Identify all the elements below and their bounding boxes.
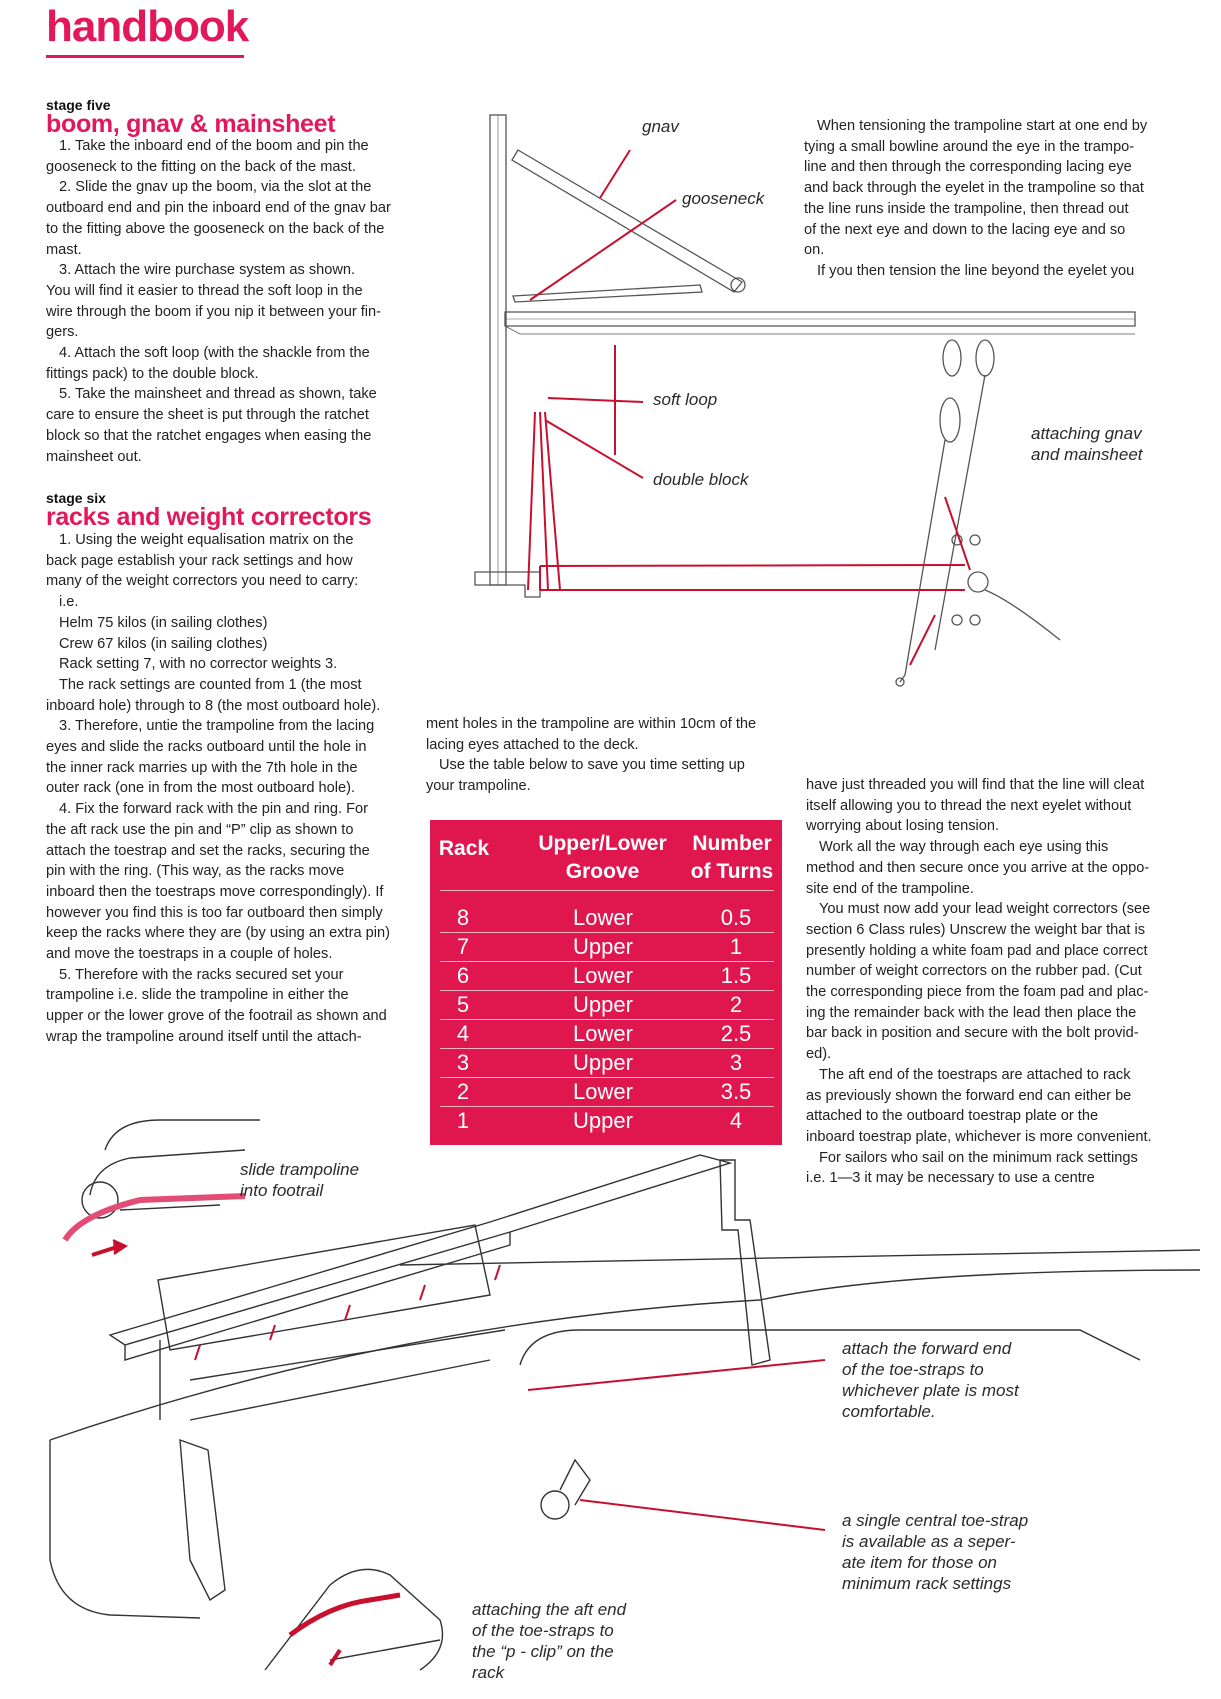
cell-groove: Upper [573,934,633,959]
rack-top [110,1155,730,1345]
boom-drawing [505,312,1135,326]
hull-deck [50,1270,1200,1440]
caption-line: whichever plate is most [842,1381,1019,1400]
hull-curve [50,1440,200,1618]
mainsheet-tail [900,675,905,682]
trampoline-panel [158,1225,490,1350]
text-line: to the fitting above the gooseneck on the back of the [46,220,385,237]
aft-pin-red [330,1650,340,1665]
table-header-rack: Rack [438,837,490,860]
cell-groove: Upper [573,1050,633,1075]
cell-groove: Lower [573,1079,633,1104]
text-line: of the next eye and down to the lacing eye and so [804,221,1126,238]
table-row [430,1106,782,1135]
gnav-purchase [513,285,702,302]
text-line: keep the racks where they are (by using an extra pin) [46,925,390,942]
caption-slide-trampoline [240,1159,359,1201]
label-gnav: gnav [642,117,679,136]
text-line: 3. Attach the wire purchase system as shown. [59,262,356,279]
caption-line: a single central toe-strap [842,1511,1029,1530]
text-line: upper or the lower grove of the footrail as shown and [46,1008,387,1025]
aft-toestrap-red [290,1595,400,1635]
cell-rack: 8 [456,905,470,930]
table-row [430,1077,782,1106]
text-line: You must now add your lead weight correctors (see [819,901,1151,918]
text-line: mainsheet out. [46,448,142,465]
footrail-curve [105,1120,260,1150]
text-line: pin with the ring. (This way, as the racks move [46,863,345,880]
text-line: Rack setting 7, with no corrector weights 3. [59,656,338,673]
mainsheet-line [905,440,945,675]
caption-line: of the toe-straps to [842,1360,984,1379]
text-line: trampoline i.e. slide the trampoline in either the [46,987,349,1004]
text-line: outboard end and pin the inboard end of the gnav bar [46,200,391,217]
table-row [430,903,782,932]
text-line: ed). [806,1046,832,1063]
text-line: back page establish your rack settings and how [46,552,353,569]
cell-groove: Upper [573,992,633,1017]
forward-end-leader-line [528,1360,825,1390]
caption-line: attaching the aft end [472,1600,627,1619]
cell-turns: 3 [729,1050,743,1075]
right-top-text [804,116,1147,282]
cell-turns: 3.5 [720,1079,752,1104]
caption-line: rack [472,1663,505,1682]
screw-pin [495,1265,500,1280]
cell-turns: 0.5 [720,905,752,930]
cell-turns: 2.5 [720,1021,752,1046]
table-row [430,1048,782,1077]
cell-rack: 3 [456,1050,470,1075]
text-line: and move the toestraps in a couple of holes. [46,946,333,963]
sheet-tail [985,590,1060,640]
text-line: care to ensure the sheet is put through the ratchet [46,407,369,424]
text-line: the line runs inside the trampoline, then thread out [804,200,1129,217]
text-line: For sailors who sail on the minimum rack settings [819,1149,1138,1166]
cell-turns: 4 [729,1108,743,1133]
caption-forward-end [842,1338,1019,1422]
cell-groove: Upper [573,1108,633,1133]
caption-line: comfortable. [842,1402,936,1421]
table-header-turns-line2: of Turns [690,860,774,883]
text-line: 5. Therefore with the racks secured set your [59,966,344,983]
screw-pin [345,1305,350,1320]
caption-line: attaching gnav [1031,424,1142,443]
text-line: Crew 67 kilos (in sailing clothes) [59,635,268,652]
stage-six-text [46,530,390,1048]
rack-side [125,1232,510,1360]
cell-rack: 1 [456,1108,470,1133]
deck-bracket [475,572,540,597]
text-line: i.e. [59,594,79,611]
gnav-drawing [512,150,742,292]
table-row [430,932,782,961]
aft-toestrap-line [330,1640,440,1660]
red-wire-purchase [528,412,560,590]
text-line: and back through the eyelet in the trampoline so that [804,180,1144,197]
slide-arrow [92,1246,120,1255]
cell-rack: 4 [456,1021,470,1046]
text-line: wire through the boom if you nip it between your fin- [46,303,382,320]
text-line: on. [804,242,825,259]
text-line: block so that the ratchet engages when easing the [46,427,372,444]
table-row [430,961,782,990]
text-line: presently holding a white foam pad and place correct [806,942,1148,959]
text-line: tying a small bowline around the eye in the trampo- [804,138,1135,155]
text-line: inboard toestrap plate, whichever is more convenient. [806,1128,1152,1145]
middle-text [426,714,756,797]
text-line: You will find it easier to thread the soft loop in the [46,282,363,299]
text-line: section 6 Class rules) Unscrew the weight bar that is [806,921,1146,938]
text-line: the inner rack marries up with the 7th hole in the [46,759,358,776]
screw-pin [270,1325,275,1340]
cell-turns: 1 [729,934,743,959]
cell-turns: 2 [729,992,743,1017]
text-line: itself allowing you to thread the next eyelet without [806,797,1132,814]
footrail-curve [90,1150,245,1195]
text-line: If you then tension the line beyond the eyelet you [817,262,1135,279]
text-line: 1. Take the inboard end of the boom and pin the [59,138,369,154]
mainsheet-block-lower [940,398,960,442]
page-title: handbook [46,2,249,51]
cleat-fitting [970,535,980,545]
cleat-fitting [952,535,962,545]
text-line: line and then through the corresponding lacing eye [804,159,1132,176]
text-line: Helm 75 kilos (in sailing clothes) [59,614,268,631]
text-line: fittings pack) to the double block. [46,365,259,382]
text-line: however you find this is too far outboard then simply [46,904,383,921]
red-wire [540,565,965,566]
caption-line: attach the forward end [842,1339,1012,1358]
stage-five-label: stage five [46,97,111,113]
soft-loop-leader-line [548,398,643,402]
screw-pin [420,1285,425,1300]
caption-line: is available as a seper- [842,1532,1016,1551]
text-line: attached to the outboard toestrap plate or the [806,1108,1099,1125]
table-header-groove-line1: Upper/Lower [538,832,667,855]
slide-arrow-head [113,1240,126,1254]
cleat-fitting [970,615,980,625]
stage-six-label: stage six [46,490,106,506]
text-line: the corresponding piece from the foam pad and plac- [806,984,1149,1001]
text-line: 1. Using the weight equalisation matrix on the [59,532,354,548]
hull-edge [400,1250,1200,1265]
text-line: wrap the trampoline around itself until the attach- [46,1028,362,1045]
p-clip-fitting [541,1491,569,1519]
caption-line: of the toe-straps to [472,1621,614,1640]
toestrap-line [190,1330,505,1380]
stage-six-heading: racks and weight correctors [46,503,372,531]
stage-five-heading: boom, gnav & mainsheet [46,110,336,138]
p-clip [560,1460,590,1505]
text-line: Work all the way through each eye using this [819,839,1109,856]
table-divider [440,890,774,891]
caption-line: ate item for those on [842,1553,997,1572]
text-line: eyes and slide the racks outboard until the hole in [46,739,367,756]
cell-rack: 6 [456,963,470,988]
rack-settings-table [430,820,782,1145]
label-soft-loop: soft loop [653,390,718,409]
text-line: your trampoline. [426,778,531,795]
mainsheet-line [935,375,985,650]
label-double-block: double block [653,470,749,489]
cell-turns: 1.5 [720,963,752,988]
text-line: 4. Attach the soft loop (with the shackle from the [59,345,370,362]
stage-five-text [46,136,391,467]
mainsheet-block-top-2 [976,340,994,376]
caption-attaching-gnav [1031,423,1143,465]
text-line: attach the toestrap and set the racks, securing the [46,842,370,859]
red-leader-lines [65,1196,825,1665]
central-strap-leader-line [580,1500,825,1530]
cell-rack: 7 [456,934,470,959]
text-line: method and then secure once you arrive at the oppo- [806,859,1150,876]
text-line: outer rack (one in from the most outboard hole). [46,780,356,797]
caption-line: slide trampoline [240,1160,360,1179]
text-line: 5. Take the mainsheet and thread as shown, take [59,386,377,403]
text-line: 3. Therefore, untie the trampoline from the lacing [59,718,375,735]
footrail-line [120,1205,220,1210]
caption-line: into footrail [240,1181,324,1200]
rack-leg [180,1440,225,1600]
screw-pin [195,1345,200,1360]
text-line: 4. Fix the forward rack with the pin and ring. For [59,801,369,818]
text-line: many of the weight correctors you need to carry: [46,573,359,590]
text-line: Use the table below to save you time setting up [439,757,745,774]
cell-groove: Lower [573,905,633,930]
text-line: i.e. 1—3 it may be necessary to use a centre [806,1170,1095,1187]
cell-rack: 5 [456,992,470,1017]
caption-aft-end [472,1599,626,1683]
table-header-turns-line1: Number [692,832,772,855]
text-line: worrying about losing tension. [806,818,1000,835]
cleat-fitting [952,615,962,625]
text-line: gooseneck to the fitting on the back of the mast. [46,158,356,175]
text-line: have just threaded you will find that the line will cleat [806,777,1145,793]
text-line: as previously shown the forward end can either be [806,1087,1132,1104]
right-bottom-text [806,775,1152,1189]
text-line: inboard then the toestraps move correspondingly). If [46,883,384,900]
cell-rack: 2 [456,1079,470,1104]
gooseneck-leader-line [530,200,676,300]
text-line: the aft rack use the pin and “P” clip as shown to [46,821,354,838]
red-wire [910,615,935,665]
table-header-turns [682,830,782,886]
text-line: The rack settings are counted from 1 (the most [59,676,362,693]
ratchet-block [968,572,988,592]
mainsheet-block-top [943,340,961,376]
gnav-leader-line [600,150,630,198]
text-line: mast. [46,241,82,258]
caption-line: the “p - clip” on the [472,1642,614,1661]
text-line: bar back in position and secure with the bolt provid- [806,1025,1139,1042]
sheet-end [896,678,904,686]
label-gooseneck: gooseneck [682,189,765,208]
footrail-end [82,1182,118,1218]
table-row [430,990,782,1019]
table-row [430,1019,782,1048]
cell-groove: Lower [573,1021,633,1046]
text-line: site end of the trampoline. [806,880,974,897]
red-wire [945,497,970,570]
gnav-end-fitting [731,278,745,292]
text-line: inboard hole) through to 8 (the most outboard hole). [46,697,381,714]
title-underline [46,55,244,58]
text-line: When tensioning the trampoline start at one end by [817,118,1148,134]
text-line: lacing eyes attached to the deck. [426,736,639,753]
text-line: number of weight correctors on the rubber pad. (Cut [806,963,1142,980]
text-line: 2. Slide the gnav up the boom, via the slot at the [59,179,372,196]
aft-toestrap-fitting [265,1569,443,1670]
rack-leg-right [720,1160,770,1365]
text-line: gers. [46,324,79,341]
text-line: ment holes in the trampoline are within 10cm of the [426,716,757,732]
caption-line: minimum rack settings [842,1574,1012,1593]
caption-central-toe-strap [842,1510,1028,1594]
toestrap-line [190,1360,490,1420]
boom-underside [505,326,1135,334]
caption-line: and mainsheet [1031,445,1143,464]
double-block-leader-line [545,420,643,478]
text-line: The aft end of the toestraps are attached to rack [819,1066,1131,1083]
trampoline-red [65,1196,245,1240]
cell-groove: Lower [573,963,633,988]
text-line: ing the remainder back with the lead then place the [806,1004,1137,1021]
table-header-groove [515,830,690,886]
table-header-groove-line2: Groove [565,860,640,883]
mast-drawing [490,115,506,585]
deck-fitting [520,1330,1140,1365]
